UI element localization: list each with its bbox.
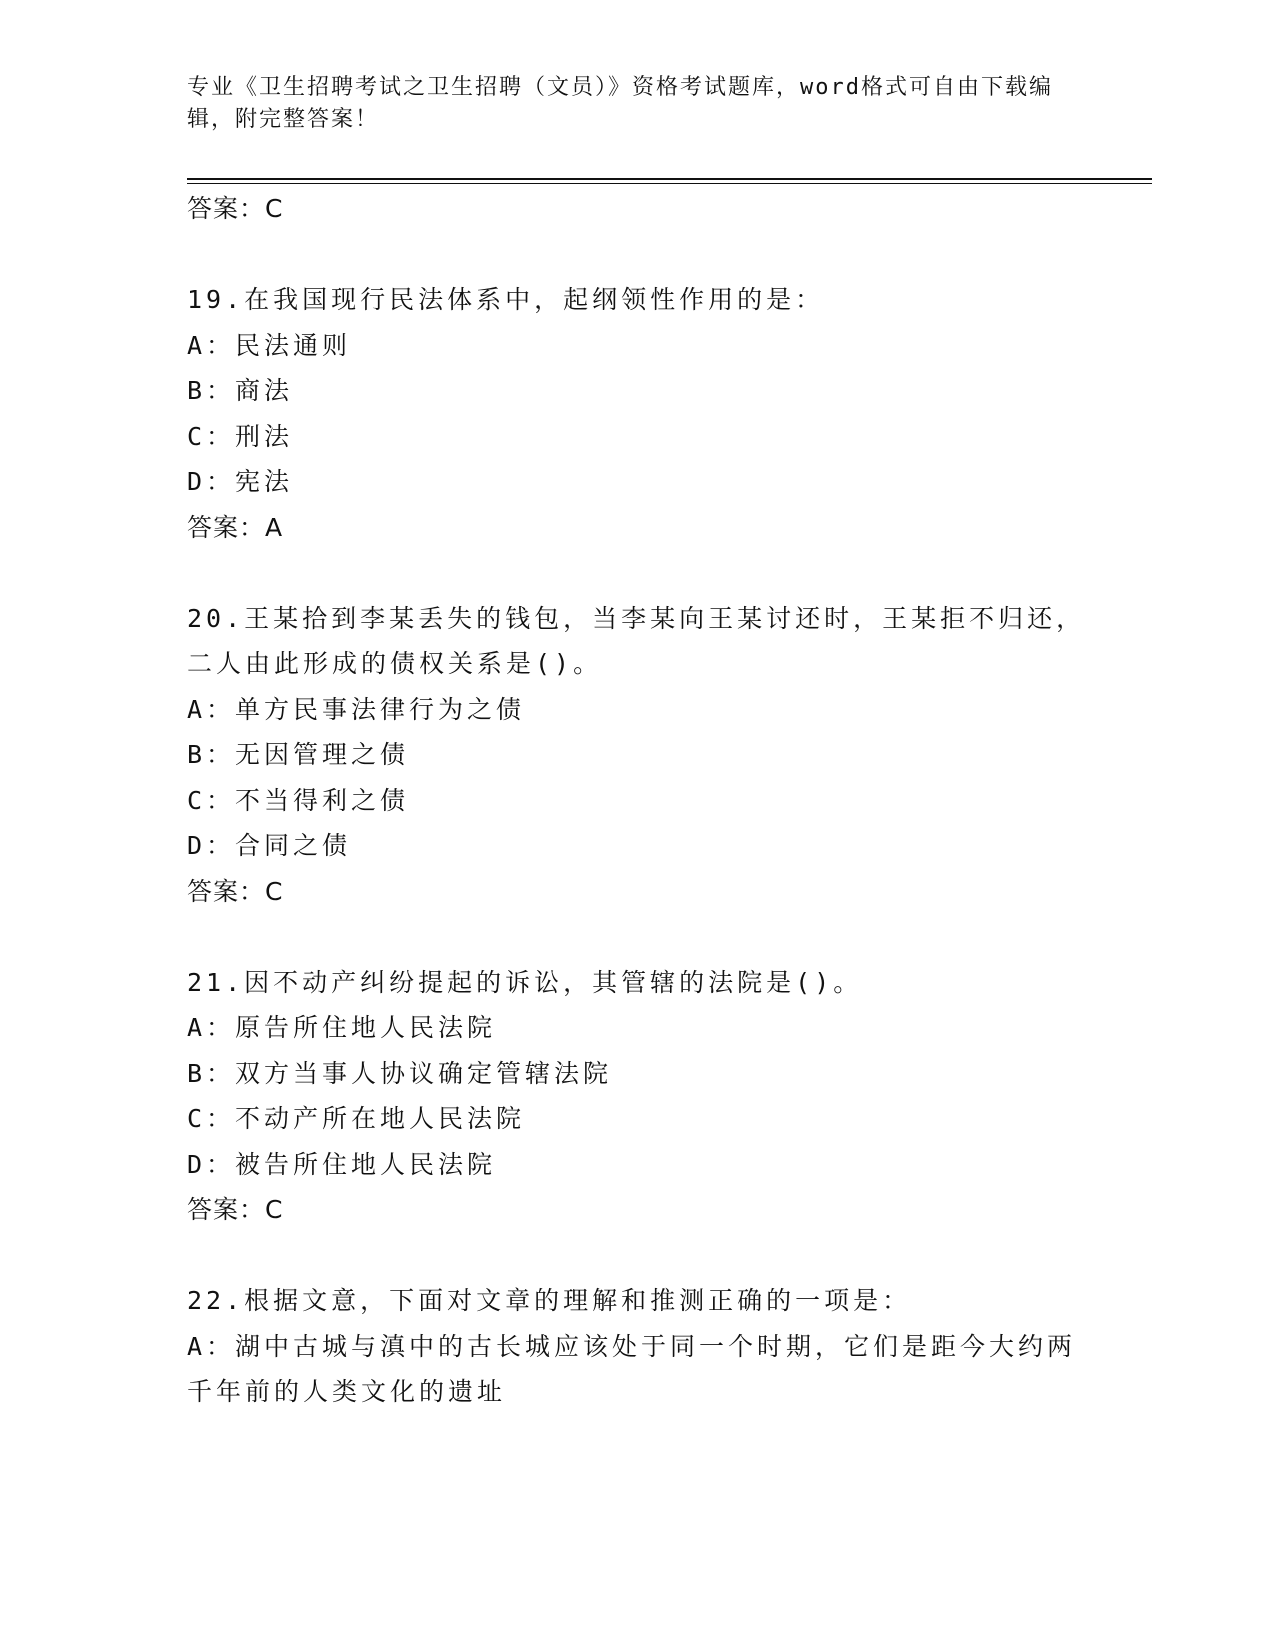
question-20 bbox=[187, 596, 1087, 915]
option-a: A：湖中古城与滇中的古长城应该处于同一个时期，它们是距今大约两 bbox=[187, 1331, 1077, 1361]
answer-line: 答案：C bbox=[187, 194, 284, 223]
option-a: A：原告所住地人民法院 bbox=[187, 1013, 497, 1042]
header-rule-thin bbox=[187, 183, 1152, 184]
option-a: A：民法通则 bbox=[187, 330, 352, 360]
spacer bbox=[187, 232, 1087, 278]
option-b: B：商法 bbox=[187, 376, 294, 405]
question-stem: 21.因不动产纠纷提起的诉讼，其管辖的法院是()。 bbox=[187, 967, 863, 997]
option-a-continued: 千年前的人类文化的遗址 bbox=[187, 1377, 507, 1406]
option-a: A：单方民事法律行为之债 bbox=[187, 694, 526, 724]
option-d: D：宪法 bbox=[187, 467, 294, 496]
document-header: 专业《卫生招聘考试之卫生招聘（文员）》资格考试题库，word格式可自由下载编辑，附完整答案！ bbox=[187, 75, 1053, 132]
option-d: D：被告所住地人民法院 bbox=[187, 1149, 497, 1179]
answer-line: 答案：A bbox=[187, 512, 284, 542]
question-21 bbox=[187, 960, 1087, 1233]
answer-line: 答案：C bbox=[187, 876, 284, 906]
question-22 bbox=[187, 1278, 1087, 1415]
option-b: B：无因管理之债 bbox=[187, 740, 410, 769]
spacer bbox=[187, 550, 1087, 596]
answer-line: 答案：C bbox=[187, 1195, 284, 1224]
option-b: B：双方当事人协议确定管辖法院 bbox=[187, 1058, 613, 1088]
question-stem-continued: 二人由此形成的债权关系是()。 bbox=[187, 649, 603, 678]
question-list bbox=[187, 186, 1087, 1415]
option-d: D：合同之债 bbox=[187, 831, 352, 860]
question-stem: 22.根据文意，下面对文章的理解和推测正确的一项是： bbox=[187, 1286, 912, 1315]
option-c: C：不当得利之债 bbox=[187, 785, 410, 815]
question-stem: 19.在我国现行民法体系中，起纲领性作用的是： bbox=[187, 285, 825, 314]
question-19 bbox=[187, 277, 1087, 550]
spacer bbox=[187, 1233, 1087, 1279]
spacer bbox=[187, 914, 1087, 960]
option-c: C：刑法 bbox=[187, 421, 294, 451]
question-stem: 20.王某拾到李某丢失的钱包，当李某向王某讨还时，王某拒不归还， bbox=[187, 603, 1086, 633]
option-c: C：不动产所在地人民法院 bbox=[187, 1104, 526, 1133]
header-rule-thick bbox=[187, 178, 1152, 180]
